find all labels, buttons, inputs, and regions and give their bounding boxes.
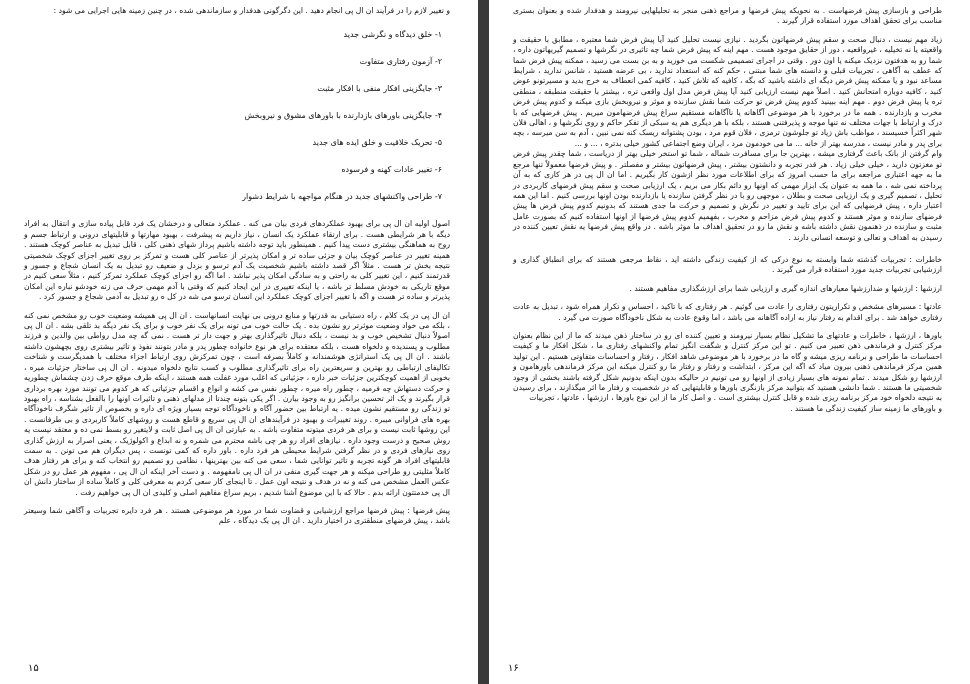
body-paragraph: خاطرات : تجربیات گذشته شما وابسته به نوع درکی که از کیفیت زندگی داشته اید ، نقاط مرجعی هستند که برای انطباق گذاری و ارزشیابی تجربیات جدید مورد استفاده قرار می گیرند . bbox=[513, 254, 942, 275]
body-paragraph: عادتها : مسیرهای مشخص و تکراریتون رفتاری را عادت می گوئیم . هر رفتاری که با تاکید ، احساس و تکرار همراه شود ، تبدیل به عادت رفتاری خواهد شد . برای اقدام به رفتار نیاز به اراده آگاهانه می باشد ، اما وقوع عادت به شکل ناخودآگاه صورت می گیرد . bbox=[513, 302, 942, 322]
page-number: ۱۵ bbox=[28, 663, 39, 674]
body-paragraph: ان ال پی در یک کلام ، راه دستیابی به قدرتها و منابع درونی بی نهایت انسانهاست . ان ال پی همیشه وضعیت خوب رو مشخص نمی کنه ، بلکه می خواد وضعیت موثرتر رو نشون بده . یک حالت خوب می تونه برای یک نفر خوب و برای یک نفر دیگه بد تلقی بشه . ان ال پی اصولاً دنبال تشخیص خوب و بد نیست ، بلکه دنبال تاثیرگذاری بهتر و جهت دار تر هست . نمی گه چه مدل رواطی بین والدین و فرزند مطلوب و پسندیده و دلخواه هست ، بلکه معتقده برای هر نوع خانواده چطور پدر و مادر بتونند نفوذ و تاثیر بیشتری روی بچهشون داشته باشند . ان ال پی یک استراتژی هوشمندانه و کاملاً بصرفه است ، چون تمرکزش روی ارتباط اجزاء مختلف با همدیگرست و شناخت تکالیفای ارتباطی رو بهترین و سریعترین راه برای تاثیرگذاری مطلوب و کسب نتایج دلخواه میدونه . ان ال پی ساختار جزئیات میره ، بخوبی از اهمیت کوچکترین جزئیات خبر داره ، جزئیاتی که اغلب مورد غفلت همه هستند ، اینکه طرف موقع حرف زدن چشماش چطوریه و حرکت دستهاش چه فرمیه ، چطور راه میره ، چطور نفس می کشه و انواع و اقسام جزئیاتی که هر کدوم می تونند مورد بهره برداری قرار بگیرند و یک اثر تحسین برانگیز رو به وجود بیارن . اگر یکی بتونه چندتا از مدلهای ذهنی و تاثیرات اونها را بالفعل بشناسه ، راه بهبود تو زندگی رو مستقیم نشون میده . یه ارتباط بین حضور آگاه و ناخودآگاه توجه بسیار ویژه ای داره و بخصوص از تاثیر شگرف ناخودآگاه بهره های فراوانی میبره . روند تغییرات و بهبود در فرآیندهای ان ال پی سریع و قاطع هست و روشهای کاملاً کاربردی و بی طرفانست . این روشها ثابت نیست و برای هر فردی میتونه متفاوت باشه . به عبارتی ان ال پی اصل ثابت و لایتغیر رو بسط نمی ده و معتقد نیست یه روش صحیح و درست وجود داره . نیازهای افراد رو هر چی باشه محترم می شمره و نه ابداع و اکولوژیک ، یعنی اصرار به ارزش گذاری روی نیازهای فردی و در نظر گرفتن شرایط محیطی هر فرد داره . باور داره که کمی تونست ، پس دیگران هم می تونن . به سمت قابلیتهای افراد هر گونه تجربه و تاثیر توانایی شما ، سعی می کنه بین بهترینها ، نظامی رو تصمیم رو انتخاب کنه و برای هر رفتار هدف کاملاً مثلیتی رو طراحی میکنه و هر جهت گیری منفی در ان ال پی نامفهومه . و دست آخر اینکه ان ال پی ، مفهوم هر عمل رو در شکل عکس العمل مشخص می کنه و نه در هدف و نتیجه اون عمل . تا اینجای کار سعی کردم به معرفی کلی و کاملاً ساده از ساختار دانش ان ال پی خدمتتون ارائه بدم . حالا که با این موضوع آشنا شدیم ، بریم سراغ مفاهیم اصلی و کلیدی ان ال پی خواهیم رفت . bbox=[24, 310, 450, 497]
intro-paragraph: طراحی و بازسازی پیش فرضهاست . به نحویکه پیش فرضها و مراجع ذهنی منجر به تحلیلهایی نیرومند و هدفدار شده و بعنوان بستری مناسب برای تحقق اهداف مورد استفاده قرار گیرند . bbox=[513, 6, 942, 26]
list-item: ۶- تغییر عادات کهنه و فرسوده bbox=[341, 165, 442, 175]
numbered-list bbox=[24, 30, 450, 202]
body-paragraph: ارزشها : ارزشها و ضدارزشها معیارهای اندازه گیری و ارزیابی شما برای ارزشگذاری مفاهیم هستند . bbox=[629, 283, 942, 293]
list-item: ۲- آزمون رفتاری متفاوت bbox=[359, 57, 442, 67]
body-paragraph: وام گرفتن از بانک باعث گرفتاری میشه ، بهترین جا برای مسافرت شماله ، شما تو استخر خیلی بهتر از دریاست ، شما چقدر پیش فرض تو مغزتون دارید ، خیلی خیلی زیاد . هر قدر تجربه و دانشتون بیشتر ، پیش فرضهاتون بیشتر و مفصلتر . و پیش فرضها معمولاً تنها مرجع ما به جهه اعتباری مراجعه برای ما حسب امروز که برای اطلاعات مورد نظر ازشون کار بگیریم . اما ان ال پی در هر کاری که به آن پرداخته نمی شه ، ما همه به عنوان یک ابزار مهمی که اونها رو دائم بکار می بریم ، یک ارزیابی صحت و سقم پیش فرضهای کاربردی در تحلیل ، تصمیم گیری و یک ارزیابی صحت و بطلان ، موجهی رو با در نظر گرفتن سازنده یا بازدارنده بودن اونها بررسی کنیم . اما این همه اعتبار داره ، پیش فرضهایی که این برای تایید و تغییر در نگرش و تصمیم و حرکت ما جدی هستند که بدونیم کدوم پیش فرض ها پیش فرضهای سازنده و موثر هستند و کدوم پیش فرض مزاحم و مخرب ، بفهمیم کدوم پیش فرضها از اونها استفاده کنیم که بصورت عامل مثبت و سازنده در ذهنمون نقش داشته باشه و نقش ما رو در تحقیق اهداف ما موثر باشه . در واقع پیش فرضها یه نقش تعیین کننده در رسیدن به اهداف و تعالی و توسعه انسانی دارند . bbox=[513, 149, 942, 242]
body-paragraph: و باورهای ما زمینه ساز کیفیت زندگی ما هستند . bbox=[790, 403, 942, 413]
list-item: ۴- جایگزینی باورهای بازدارنده با باورهای مشوق و نیروبخش bbox=[244, 111, 442, 121]
list-item: ۷- طراحی واکنشهای جدید در هنگام مواجهه با شرایط دشوار bbox=[242, 192, 442, 202]
body-paragraph: پیش فرضها : پیش فرضها مراجع ارزشیابی و قضاوت شما در مورد هر موضوعی هستند . هر فرد دایره تجربیات و آگاهی شما وسیعتر باشد ، پیش فرضهای منطقتری در اختیار دارید . ان ال پی یک دیدگاه ، علم bbox=[24, 505, 450, 526]
body-paragraph: اصول اولیه ان ال پی برای بهبود عملکردهای فردی بیان می کنه . عملکرد متعالی و درخشان یک فرد قابل پیاده سازی و انتقال به افراد دیگه با هر شرایطی هست . برای ارتقاء عملکرد یک انسان ، نیاز داریم به پیشرفت ، بهبود مهارتها و قابلیتهای درونی و ارتباط جسم و روح به هماهنگی بیشتری دست پیدا کنیم . همینطور باید توجه داشته باشیم پرداز شهای ذهنی کلی ، قابل تبدیل به عناصر کوچک هستند . همینه تغییر در عناصر کوچک بیان و جزئی ساده تر و امکان پذیرتر از عناصر کلی هست و تمرکز بر روی تغییر اجزای کوچک شخصیتی نتیجه بخش تر هست . مثلاً اگر قصد داشته باشیم شخصیت یک آدم ترسو و بزدل و ضعیف رو تبدیل به یک انسان شجاع و جسور و قدرتمند کنیم ، این تغییر کلی به راحتی و به سادگی امکان پذیر نباشد . اما اگه رو اجزای کوچک عملکرد تمرکز کنیم ، مثلاً سعی کنیم در موقع تاریکی به خودش مسلط تر باشه ، یا اینکه تغییری در این ایجاد کنیم که وقتی با آدم مهمی حرف می زنه خودشو نباره این امکان پذیرتر و ساده تر هست و اگه با تغییر اجزای کوچک عملکرد این انسان ترسو می شه در کل ه رو تبدیل به آدمی شجاع و جسور کرد . bbox=[24, 219, 450, 302]
list-item: ۵- تحریک خلاقیت و خلق ایده های جدید bbox=[312, 138, 442, 148]
body-paragraph: زیاد مهم نیست ، دنبال صحت و سقم پیش فرضهاتون بگردید . نیازی نیست تحلیل کنید آیا پیش فرض شما معتبره ، مطابق با حقیقت و واقعیته یا نه تخیلیه ، غیرواقعیه ، دور از حقایق موجود هست . مهم اینه که پیش فرض شما چه تاثیری در نگرشها و تصمیم گیریهاتون داره ، شما رو به هدفتون نزدیک میکنه یا اون دور . وقتی در اجرای تصمیمی شکست می خورید و به بن بست می رسید ، ممکنه پیش فرض شما که عطف به آگاهی ، تجربیات قبلی و دانسته های شما مبتنی ، حکم کنه که استعداد ندارید ، بی عرضه هستید ، شانس ندارید ، شرایط مساعد نبود و یا ممکنه پیش فرض دیگه ای داشته باشید که بگه ، کافیه که تلاش کنید ، کافیه کمی انعطاف به خرج بدید و مسیرتونو عوض کنید ، کافیه دوباره امتحانش کنید . اصلاً مهم نیست ارزیابی کنید آیا پیش فرض مدل اول واقعی تره ، بیشتر با حقیقت منطبقه ، منطقی تره یا پیش فرض دوم . مهم اینه ببینید کدوم پیش فرض تو حرکت شما نقش سازنده و موثر و نیروبخش بازی میکنه و کدوم پیش فرض مخرب و بازدارنده . همه ما در برخورد با هر موضوعی آگاهانه یا ناآگاهانه مستقیم سراغ پیش فرضهامون میریم . پیش فرضهایی که با درک و ارتباط با جهات مختلف نه تنها موجه و پذیرفتنی هستند ، بلکه با هر دیگری هم یه سبکی از تفکر حاکم و روی نگرشها و ، اهالی فلان شهر اکثراً خسیسند ، مواظب باش زیاد تو جلوشون ترمزی ، فلان قوم مرد ، بودن پشتوانه ریسک کنه نمی نبین ، آدم به سن میرسه ، بچه برای پدر و مادر نیست ، مدرسه بهتر از خانه ... ما می خودمون مرد ، ایران وضع اجتماعی کشور خیلی بدتره ، ... و ... bbox=[513, 34, 942, 148]
list-item: ۱- خلق دیدگاه و نگرشی جدید bbox=[343, 30, 442, 40]
document-page-15 bbox=[0, 0, 478, 684]
list-item: ۳- جایگزینی افکار منفی با افکار مثبت bbox=[317, 84, 442, 94]
document-page-16: طراحی و بازسازی پیش فرضهاست . به نحویکه پیش فرضها و مراجع ذهنی منجر به تحلیلهایی نیرومند و هدفدار شده و بعنوان بستری مناسب برای تحقق اهداف مورد استفاده قرار گیرند . زیاد مهم نیست ، دنبال صحت و سقم پیش فرضهاتون بگردید . نیازی نیست تحلیل کنید آیا پیش فرض شما معتبره ، مطابق با حقیقت و واقعیته یا نه تخیلیه ، غیرواقعیه ، دور از حقایق موجود هست . مهم اینه که پیش فرض شما چه تاثیری در نگرشها و تصمیم گیریهاتون داره ، شما رو به هدفتون نزدیک میکنه یا اون دور . وقتی در اجرای تصمیمی شکست می خورید و به بن بست می رسید ، ممکنه پیش فرض شما که عطف به آگاهی ، تجربیات قبلی و دانسته های شما مبتنی ، حکم کنه که استعداد ندارید ، بی عرضه هستید ، شانس ندارید ، شرایط مساعد نبود و یا ممکنه پیش فرض دیگه ای داشته باشید که بگه ، کافیه که تلاش کنید ، کافیه کمی انعطاف به خرج بدید و مسیرتونو عوض کنید ، کافیه دوباره امتحانش کنید . اصلاً مهم نیست ارزیابی کنید آیا پیش فرض مدل اول واقعی تره ، بیشتر با حقیقت منطبقه ، منطقی تره یا پیش فرض دوم . مهم اینه ببینید کدوم پیش فرض تو حرکت شما نقش سازنده و موثر و نیروبخش بازی میکنه و کدوم پیش فرض مخرب و بازدارنده . همه ما در برخورد با هر موضوعی آگاهانه یا ناآگاهانه مستقیم سراغ پیش فرضهامون میریم . پیش فرضهایی که با درک و ارتباط با جهات مختلف نه تنها موجه و پذیرفتنی هستند ، بلکه با هر دیگری هم یه سبکی از تفکر حاکم و روی نگرشها و ، اهالی فلان شهر اکثراً خسیسند ، مواظب باش زیاد تو جلوشون ترمزی ، فلان قوم مرد ، بودن پشتوانه ریسک کنه نمی نبین ، آدم به سن میرسه ، بچه برای پدر و مادر نیست ، مدرسه بهتر از خانه ... ما می خودمون مرد ، ایران وضع اجتماعی کشور خیلی بدتره ، ... و ... وام گرفتن از بانک باعث گرفتاری میشه ، بهترین جا برای مسافرت شماله ، شما تو استخر خیلی بهتر از دریاست ، شما چقدر پیش فرض تو مغزتون دارید ، خیلی خیلی زیاد . هر قدر تجربه و دانشتون بیشتر ، پیش فرضهاتون بیشتر و مفصلتر . و پیش فرضها معمولاً تنها مرجع ما به جهه اعتباری مراجعه برای ما حسب امروز که برای اطلاعات مورد نظر ازشون کار بگیریم . اما ان ال پی در هر کاری که به آن پرداخته نمی شه ، ما همه به عنوان یک ابزار مهمی که اونها رو دائم بکار می بریم ، یک ارزیابی صحت و سقم پیش فرضهای کاربردی در تحلیل ، تصمیم گیری و یک ارزیابی صحت و بطلان ، موجهی رو با در نظر گرفتن سازنده یا بازدارنده بودن اونها بررسی کنیم . اما این همه اعتبار داره ، پیش فرضهایی که این برای تایید و تغییر در نگرش و تصمیم و حرکت ما جدی هستند که بدونیم کدوم پیش فرض ها پیش فرضهای سازنده و موثر هستند و کدوم پیش فرض مزاحم و مخرب ، بفهمیم کدوم پیش فرضها از اونها استفاده کنیم که بصورت عامل مثبت و سازنده در ذهنمون نقش داشته باشه و نقش ما رو در تحقیق اهداف ما موثر باشه . در واقع پیش فرضها یه نقش تعیین کننده در رسیدن به اهداف و تعالی و توسعه انسانی دارند . خاطرات : تجربیات گذشته شما وابسته به نوع درکی که از کیفیت زندگی داشته اید ، نقاط مرجعی هستند که برای انطباق گذاری و ارزشیابی تجربیات جدید مورد استفاده قرار می گیرند . ارزشها : ارزشها و ضدارزشها معیارهای اندازه گیری و ارزیابی شما برای ارزشگذاری مفاهیم هستند . عادتها : مسیرهای مشخص و تکراریتون رفتاری را عادت می گوئیم . هر رفتاری که با تاکید ، احساس و تکرار همراه شود ، تبدیل به عادت رفتاری خواهد شد . برای اقدام به رفتار نیاز به اراده آگاهانه می باشد ، اما وقوع عادت به شکل ناخودآگاه صورت می گیرد . باورها ، ارزشها ، خاطرات و عادتهای ما تشکیل نظام بسیار نیرومند و تعیین کننده ای رو در ساختار ذهن میدند که ما از این نظام بعنوان مرکز کنترل و فرماندهی ذهن تعبیر می کنیم . تو این مرکز کنترل و شگفت انگیز تمام واکنشهای رفتاری ما ، شکل افکار ما و کیفیت احساسات ما طراحی و برنامه ریزی میشه و گاه ما در برخورد با هر موضوعی شاهد افکار ، رفتار و احساسات متفاوتی هستیم . این تولید همین مرکز فرماندهی ذهنی بیرون میاد که اگه این مرکز ، ابتداشت و رفتار و رفتار ما رو کنترل میکنه این مرکز فرماندهی باورهامون و ارزشها رو شکل میدند . تمام نمونه های بسیار زیادی از اونها رو می تونیم در حالیکه بدون اینکه بدونیم شکل گرفته باشند بخشی از وجود شخصیتی ما هستند . شما دانشی هستید که بتوانید مرکز بازنگری باورها و قابلیتهایی که در شخصیت و رفتار ما اثر میگذارند ، برای رسیدن به نتیجه دلخواه خود مرکز برنامه ریزی شده و قابل کنترل بیشتری است . و اصل کار ما از این نوع باورها ، ارزشها ، عادتها ، تجربیات و باورهای ما زمینه ساز کیفیت زندگی ما هستند . ۱۶ bbox=[489, 0, 970, 684]
intro-paragraph: و تغییر لازم را در فرآیند ان ال پی انجام دهید . این دگرگونی هدفدار و سازماندهی شده ، در چنین زمینه هایی اجرایی می شود : bbox=[53, 6, 450, 15]
body-paragraph: باورها ، ارزشها ، خاطرات و عادتهای ما تشکیل نظام بسیار نیرومند و تعیین کننده ای رو در ساختار ذهن میدند که ما از این نظام بعنوان مرکز کنترل و فرماندهی ذهن تعبیر می کنیم . تو این مرکز کنترل و شگفت انگیز تمام واکنشهای رفتاری ما ، شکل افکار ما و کیفیت احساسات ما طراحی و برنامه ریزی میشه و گاه ما در برخورد با هر موضوعی شاهد افکار ، رفتار و احساسات متفاوتی هستیم . این تولید همین مرکز فرماندهی ذهنی بیرون میاد که اگه این مرکز ، ابتداشت و رفتار و رفتار ما رو کنترل میکنه این مرکز فرماندهی باورهامون و ارزشها رو شکل میدند . تمام نمونه های بسیار زیادی از اونها رو می تونیم در حالیکه بدون اینکه بدونیم شکل گرفته باشند بخشی از وجود شخصیتی ما هستند . شما دانشی هستید که بتوانید مرکز بازنگری باورها و قابلیتهایی که در شخصیت و رفتار ما اثر میگذارند ، برای رسیدن به نتیجه دلخواه خود مرکز برنامه ریزی شده و قابل کنترل بیشتری است . و اصل کار ما از این نوع باورها ، ارزشها ، عادتها ، تجربیات bbox=[513, 330, 942, 403]
